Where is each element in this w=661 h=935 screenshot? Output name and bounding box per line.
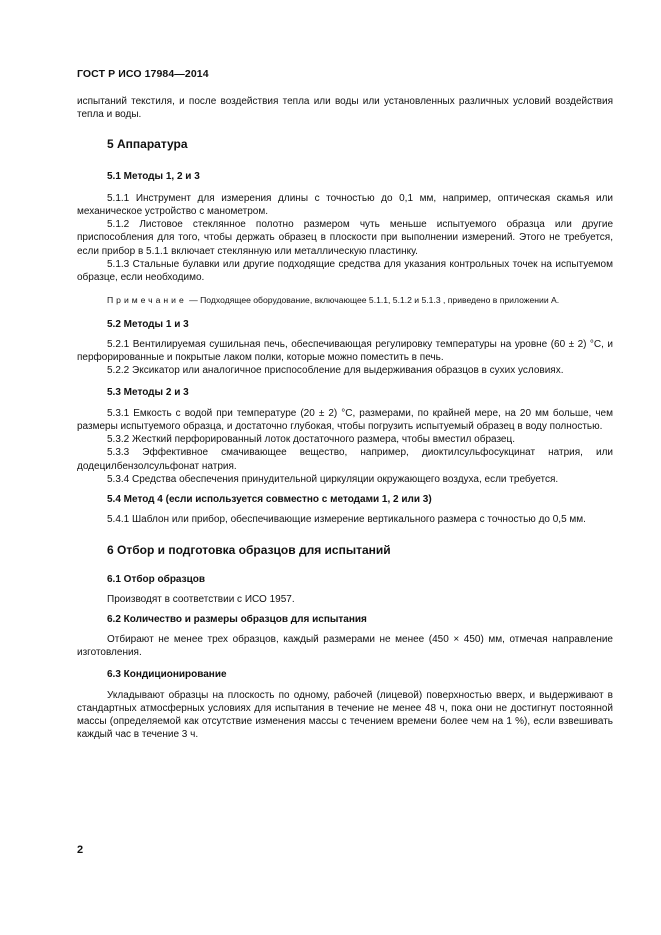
section-5-title: 5 Аппаратура: [107, 136, 188, 151]
subsection-6-1-title: 6.1 Отбор образцов: [107, 573, 205, 585]
paragraph-5-3-4: 5.3.4 Средства обеспечения принудительной циркуляции окружающего воздуха, если требуется.: [107, 474, 559, 486]
paragraph-5-3-2: 5.3.2 Жесткий перфорированный лоток достаточного размера, чтобы вместил образец.: [107, 434, 516, 446]
subsection-5-4-title: 5.4 Метод 4 (если используется совместно с методами 1, 2 или 3): [107, 494, 432, 506]
subsection-6-2-title: 6.2 Количество и размеры образцов для испытания: [107, 613, 367, 625]
document-header: ГОСТ Р ИСО 17984—2014: [77, 68, 209, 80]
paragraph-5-3-3: 5.3.3 Эффективное смачивающее вещество, например, диоктилсульфосукцинат натрия, или додецилбензолсульфонат натрия.: [77, 447, 613, 472]
page-content: [77, 95, 613, 742]
note-text: — Подходящее оборудование, включающее 5.1.1, 5.1.2 и 5.1.3 , приведено в приложении А.: [186, 294, 560, 305]
subsection-5-2-title: 5.2 Методы 1 и 3: [107, 318, 189, 330]
paragraph-5-1-2: 5.1.2 Листовое стеклянное полотно размером чуть меньше испытуемого образца или другие приспособления для того, чтобы держать образец в плоскости при выполнении измерений. Этого не требуется, если прибор в 5.1.1 включает стеклянную или металлическую пластинку.: [77, 219, 613, 257]
subsection-6-3-title: 6.3 Кондиционирование: [107, 668, 227, 680]
section-6-title: 6 Отбор и подготовка образцов для испытаний: [107, 542, 391, 557]
note-label: Примечание: [107, 294, 187, 305]
subsection-5-1-title: 5.1 Методы 1, 2 и 3: [107, 170, 200, 182]
paragraph-5-3-1: 5.3.1 Емкость с водой при температуре (20 ± 2) °С, размерами, по крайней мере, на 20 мм больше, чем размеры испытуемого образца, и достаточно глубокая, чтобы погрузить испытуемый образец в воду полностью.: [77, 407, 613, 432]
intro-paragraph: испытаний текстиля, и после воздействия тепла или воды или установленных различных условий воздействия тепла и воды.: [77, 96, 613, 121]
paragraph-6-3: Укладывают образцы на плоскость по одному, рабочей (лицевой) поверхностью вверх, и выдерживают в стандартных атмосферных условиях для испытания в течение не менее 48 ч, пока они не достигнут постоянной массы (определяемой как отсутствие изменения массы с течением времени более чем на 1 %), если взвешивать каждый час в течение 3 ч.: [77, 689, 613, 741]
paragraph-5-4-1: 5.4.1 Шаблон или прибор, обеспечивающие измерение вертикального размера с точностью до 0,5 мм.: [107, 514, 586, 526]
paragraph-6-2: Отбирают не менее трех образцов, каждый размерами не менее (450 × 450) мм, отмечая направление изготовления.: [77, 633, 613, 659]
page-number: 2: [77, 844, 84, 856]
paragraph-5-1-1: 5.1.1 Инструмент для измерения длины с точностью до 0,1 мм, например, оптическая скамья или механическое устройство с манометром.: [77, 192, 613, 217]
paragraph-5-2-2: 5.2.2 Эксикатор или аналогичное приспособление для выдерживания образцов в сухих условиях.: [107, 365, 564, 377]
paragraph-6-1: Производят в соответствии с ИСО 1957.: [107, 593, 295, 605]
paragraph-5-1-3: 5.1.3 Стальные булавки или другие подходящие средства для указания контрольных точек на испытуемом образце, если необходимо.: [77, 259, 613, 284]
paragraph-5-2-1: 5.2.1 Вентилируемая сушильная печь, обеспечивающая регулировку температуры на уровне (60 ± 2) °С, и перфорированные и покрытые лаком полки, которые можно поместить в печь.: [77, 338, 613, 363]
note: [77, 294, 613, 306]
subsection-5-3-title: 5.3 Методы 2 и 3: [107, 386, 189, 398]
